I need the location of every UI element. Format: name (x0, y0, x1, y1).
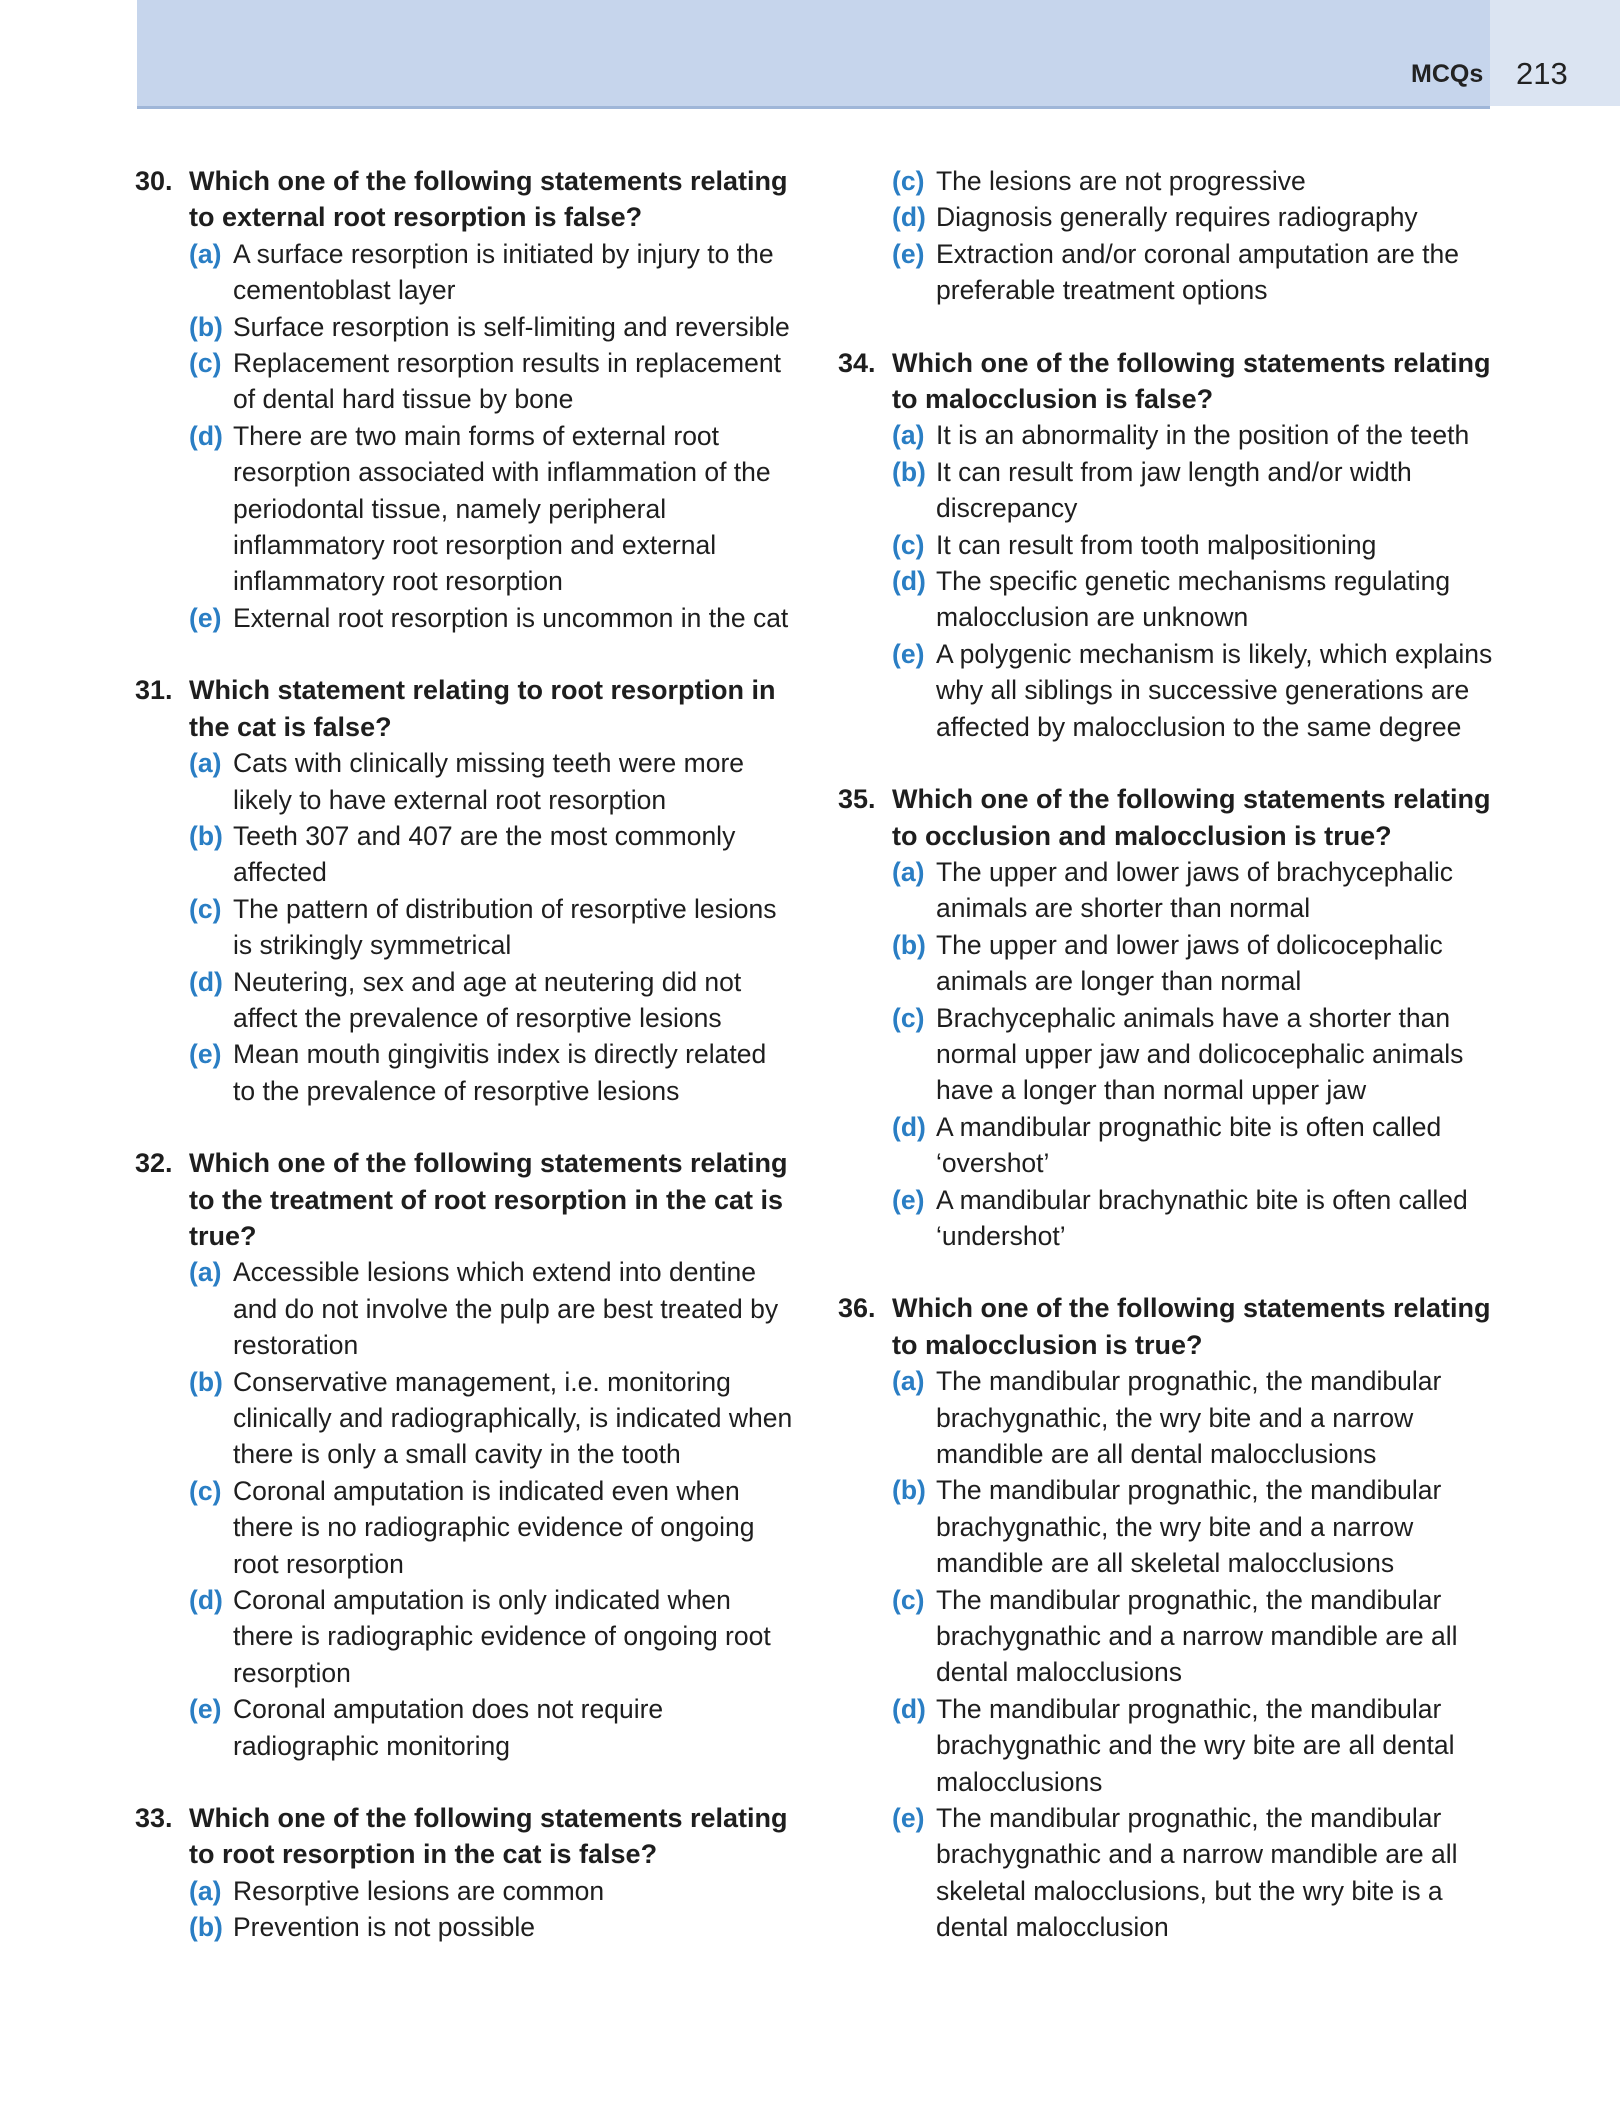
option-text: Coronal amputation is indicated even when there is no radiographic evidence of ongoing root resorption (233, 1475, 755, 1579)
answer-option (892, 1582, 1498, 1691)
option-text: The lesions are not progressive (936, 166, 1306, 196)
option-label: (b) (189, 311, 223, 342)
option-label: (b) (189, 820, 223, 851)
option-text: The mandibular prognathic, the mandibular brachygnathic and a narrow mandible are all dental malocclusions (936, 1584, 1458, 1688)
answer-option (189, 1036, 795, 1109)
option-label: (d) (892, 202, 926, 233)
option-label: (a) (189, 1875, 222, 1906)
option-text: Coronal amputation does not require radiographic monitoring (233, 1694, 664, 1761)
option-text: It can result from jaw length and/or width discrepancy (936, 456, 1412, 524)
answer-option (892, 454, 1498, 527)
question-number: 36. (838, 1293, 876, 1324)
question-number: 31. (135, 675, 173, 706)
option-text: External root resorption is uncommon in the cat (233, 602, 789, 633)
option-text: Coronal amputation is only indicated when there is radiographic evidence of ongoing root resorption (233, 1585, 771, 1688)
right-column (838, 163, 1498, 1982)
option-label: (a) (189, 238, 222, 269)
answer-option (892, 563, 1498, 636)
option-text: It can result from tooth malpositioning (936, 529, 1377, 560)
option-text: Replacement resorption results in replacement of dental hard tissue by bone (233, 348, 781, 415)
option-text: The specific genetic mechanisms regulating malocclusion are unknown (936, 566, 1451, 633)
option-text: A mandibular prognathic bite is often called ‘overshot’ (936, 1111, 1442, 1179)
header-band (137, 0, 1490, 109)
option-label: (d) (189, 1585, 223, 1616)
question-stem (135, 1800, 795, 1873)
answer-option (189, 1473, 795, 1582)
option-text: The upper and lower jaws of brachycephalic animals are shorter than normal (936, 856, 1454, 924)
question-text: Which one of the following statements relating to malocclusion is false? (892, 347, 1491, 415)
question-stem (135, 672, 795, 745)
answer-option (892, 1472, 1498, 1581)
option-text: Conservative management, i.e. monitoring clinically and radiographically, is indicated when there is only a small cavity in the tooth (233, 1366, 793, 1470)
option-label: (e) (892, 1184, 925, 1215)
option-label: (a) (892, 1366, 925, 1397)
answer-option (892, 1182, 1498, 1255)
option-text: The mandibular prognathic, the mandibular brachygnathic and the wry bite are all dental malocclusions (936, 1693, 1455, 1797)
option-label: (a) (189, 1257, 222, 1288)
option-text: Extraction and/or coronal amputation are the preferable treatment options (936, 238, 1459, 306)
option-text: Mean mouth gingivitis index is directly related to the prevalence of resorptive lesions (233, 1039, 767, 1106)
answer-option (189, 1873, 795, 1909)
answer-option (892, 417, 1498, 453)
running-head: MCQs (1411, 60, 1484, 88)
question-text: Which one of the following statements relating to malocclusion is true? (892, 1293, 1491, 1360)
question-33 (135, 1800, 795, 1946)
question-text: Which one of the following statements relating to root resorption in the cat is false? (189, 1803, 788, 1870)
option-label: (d) (189, 966, 223, 997)
question-stem (135, 1145, 795, 1254)
option-text: Neutering, sex and age at neutering did not affect the prevalence of resorptive lesions (233, 966, 742, 1033)
question-stem (838, 345, 1498, 418)
option-text: A surface resorption is initiated by injury to the cementoblast layer (233, 238, 774, 306)
answer-option (892, 636, 1498, 745)
option-text: There are two main forms of external root resorption associated with inflammation of the periodontal tissue, namely peripheral inflammatory root resorption and external inflammatory root resorption (233, 420, 771, 597)
option-label: (c) (189, 348, 222, 379)
answer-option (189, 1254, 795, 1363)
question-text: Which one of the following statements relating to external root resorption is false? (189, 166, 788, 233)
option-text: The mandibular prognathic, the mandibular brachygnathic, the wry bite and a narrow mandible are all dental malocclusions (936, 1366, 1442, 1469)
option-label: (e) (189, 1694, 222, 1725)
option-label: (b) (189, 1912, 223, 1943)
question-35 (838, 781, 1498, 1254)
answer-option (189, 345, 795, 418)
option-text: Surface resorption is self-limiting and reversible (233, 311, 790, 342)
question-stem (135, 163, 795, 236)
answer-option (892, 1000, 1498, 1109)
option-label: (d) (892, 1693, 926, 1724)
answer-option (892, 927, 1498, 1000)
answer-option (189, 600, 795, 636)
page-number: 213 (1516, 56, 1568, 91)
answer-option (189, 236, 795, 309)
option-label: (b) (892, 1475, 926, 1506)
option-label: (c) (189, 1475, 222, 1506)
question-34 (838, 345, 1498, 745)
option-label: (a) (892, 856, 925, 887)
option-label: (c) (892, 529, 925, 560)
question-number: 32. (135, 1148, 173, 1179)
answer-option (892, 1691, 1498, 1800)
option-label: (a) (189, 748, 222, 779)
question-number: 34. (838, 347, 876, 378)
option-text: Resorptive lesions are common (233, 1875, 605, 1906)
option-label: (c) (189, 893, 222, 924)
option-text: Teeth 307 and 407 are the most commonly affected (233, 820, 736, 888)
option-text: Diagnosis generally requires radiography (936, 202, 1418, 233)
option-label: (d) (892, 566, 926, 597)
option-text: The pattern of distribution of resorptive lesions is strikingly symmetrical (233, 893, 777, 961)
option-text: It is an abnormality in the position of the teeth (936, 420, 1470, 451)
option-label: (c) (892, 166, 925, 196)
option-label: (b) (189, 1366, 223, 1397)
option-text: The upper and lower jaws of dolicocephalic animals are longer than normal (936, 929, 1443, 997)
answer-option (189, 309, 795, 345)
option-text: Brachycephalic animals have a shorter than normal upper jaw and dolicocephalic animals have a longer than normal upper jaw (936, 1002, 1464, 1106)
option-label: (d) (189, 420, 223, 451)
question-stem (838, 781, 1498, 854)
question-number: 30. (135, 166, 173, 196)
option-label: (e) (189, 1039, 222, 1070)
answer-option (189, 891, 795, 964)
answer-option (189, 964, 795, 1037)
option-label: (b) (892, 929, 926, 960)
option-text: Prevention is not possible (233, 1912, 535, 1943)
answer-option (892, 1363, 1498, 1472)
answer-option (189, 1909, 795, 1945)
option-text: The mandibular prognathic, the mandibular brachygnathic, the wry bite and a narrow mandible are all skeletal malocclusions (936, 1475, 1442, 1579)
option-text: A polygenic mechanism is likely, which explains why all siblings in successive generations are affected by malocclusion to the same degree (936, 638, 1493, 742)
option-label: (e) (892, 238, 925, 269)
answer-option (892, 1109, 1498, 1182)
question-36 (838, 1290, 1498, 1945)
option-label: (c) (892, 1002, 925, 1033)
answer-option (189, 1582, 795, 1691)
option-label: (e) (892, 1803, 925, 1834)
question-text: Which one of the following statements relating to occlusion and malocclusion is true? (892, 784, 1491, 851)
option-text: A mandibular brachynathic bite is often called ‘undershot’ (936, 1184, 1468, 1251)
question-text: Which one of the following statements relating to the treatment of root resorption in the cat is true? (189, 1148, 788, 1251)
question-33-continued (838, 163, 1498, 309)
answer-option (892, 854, 1498, 927)
question-30 (135, 163, 795, 636)
answer-option (189, 1364, 795, 1473)
answer-option (189, 745, 795, 818)
option-label: (c) (892, 1584, 925, 1615)
option-label: (a) (892, 420, 925, 451)
answer-option (189, 418, 795, 600)
answer-option (892, 236, 1498, 309)
option-label: (e) (892, 638, 925, 669)
question-number: 33. (135, 1803, 173, 1834)
answer-option (189, 1691, 795, 1764)
answer-option (892, 527, 1498, 563)
option-label: (b) (892, 456, 926, 487)
question-text: Which statement relating to root resorption in the cat is false? (189, 675, 776, 742)
answer-option (189, 818, 795, 891)
option-label: (d) (892, 1111, 926, 1142)
question-number: 35. (838, 784, 876, 815)
answer-option (892, 199, 1498, 235)
answer-option (892, 1800, 1498, 1946)
question-31 (135, 672, 795, 1109)
answer-option (892, 163, 1498, 199)
option-text: Cats with clinically missing teeth were more likely to have external root resorption (233, 748, 745, 815)
question-stem (838, 1290, 1498, 1363)
option-text: The mandibular prognathic, the mandibular brachygnathic and a narrow mandible are all skeletal malocclusions, but the wry bite is a dental malocclusion (936, 1803, 1458, 1943)
option-label: (e) (189, 602, 222, 633)
option-text: Accessible lesions which extend into dentine and do not involve the pulp are best treated by restoration (233, 1257, 779, 1361)
left-column (135, 163, 795, 1982)
question-32 (135, 1145, 795, 1764)
